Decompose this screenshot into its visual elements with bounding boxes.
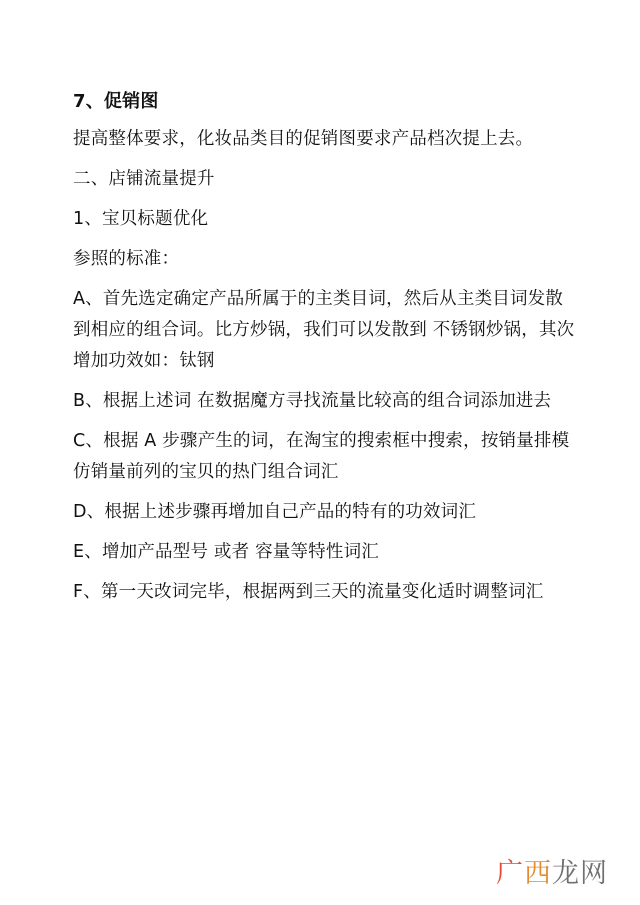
section-heading: 7、促销图 <box>73 91 159 112</box>
subsection-title-optimization: 1、宝贝标题优化 <box>73 209 209 229</box>
document-body <box>73 86 578 617</box>
site-watermark <box>496 856 608 892</box>
step-a-text: A、首先选定确定产品所属于的主类目词，然后从主类目词发散到相应的组合词。比方炒锅，我们可以发散到 不锈钢炒锅，其次增加功效如：钛钢 <box>73 289 575 371</box>
paragraph-promotion-requirement: 提高整体要求，化妆品类目的促销图要求产品档次提上去。 <box>73 129 534 149</box>
section-store-traffic: 二、店铺流量提升 <box>73 169 215 189</box>
step-f-text: F、第一天改词完毕，根据两到三天的流量变化适时调整词汇 <box>73 582 544 602</box>
step-b-text: B、根据上述词 在数据魔方寻找流量比较高的组合词添加进去 <box>73 391 552 411</box>
step-c-text: C、根据 A 步骤产生的词，在淘宝的搜索框中搜索，按销量排模仿销量前列的宝贝的热门组合词汇 <box>73 431 570 482</box>
step-d-text: D、根据上述步骤再增加自己产品的特有的功效词汇 <box>73 502 477 522</box>
step-e-text: E、增加产品型号 或者 容量等特性词汇 <box>73 542 379 562</box>
reference-standard-label: 参照的标准： <box>73 249 180 269</box>
watermark-part-2: 西 <box>524 858 552 889</box>
watermark-part-3: 龙网 <box>552 858 608 889</box>
watermark-part-1: 广 <box>496 858 524 889</box>
